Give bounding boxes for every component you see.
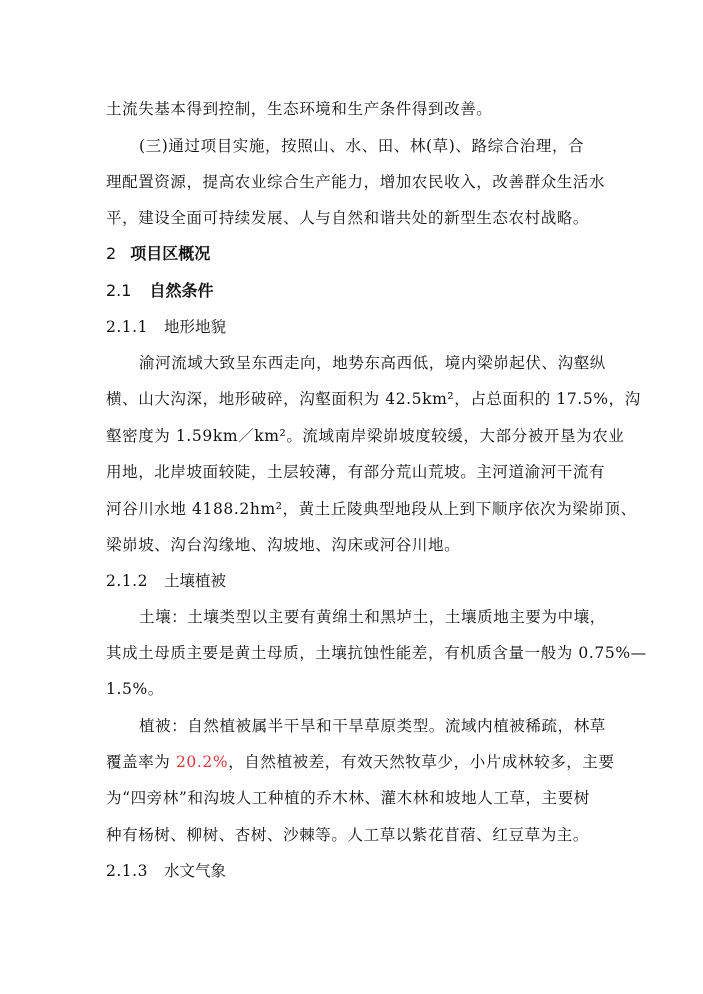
paragraph-line: 植被：自然植被属半干旱和干旱草原类型。流域内植被稀疏，林草 <box>139 717 606 735</box>
paragraph-line: 1.5%。 <box>106 680 164 698</box>
section-number: 2.1.1 <box>106 318 148 336</box>
section-heading-2-1-3 <box>106 861 226 881</box>
paragraph-line: (三)通过项目实施，按照山、水、田、林(草)、路综合治理，合 <box>139 137 585 155</box>
paragraph-line: 土壤：土壤类型以主要有黄绵土和黑垆土，土壤质地主要为中壤， <box>139 608 606 626</box>
section-number: 2.1 <box>106 281 132 300</box>
section-heading-2-1 <box>106 281 213 301</box>
section-title: 自然条件 <box>149 281 214 300</box>
section-heading-2 <box>106 244 210 264</box>
paragraph-line: 理配置资源，提高农业综合生产能力，增加农民收入，改善群众生活水 <box>106 173 606 191</box>
paragraph-line: 土流失基本得到控制，生态环境和生产条件得到改善。 <box>106 100 493 118</box>
paragraph-line <box>106 752 626 772</box>
section-heading-2-1-2 <box>106 571 226 591</box>
section-title: 项目区概况 <box>130 244 211 263</box>
section-title: 地形地貌 <box>163 318 226 336</box>
paragraph-line: 用地，北岸坡面较陡，土层较薄，有部分荒山荒坡。主河道渝河干流有 <box>106 463 606 481</box>
paragraph-line: 平，建设全面可持续发展、人与自然和谐共处的新型生态农村战略。 <box>106 209 590 227</box>
highlighted-value: 20.2% <box>175 753 229 771</box>
section-number: 2.1.3 <box>106 862 148 880</box>
paragraph-line: 梁峁坡、沟台沟缘地、沟坡地、沟床或河谷川地。 <box>106 536 461 554</box>
section-title: 水文气象 <box>163 862 226 880</box>
text-segment: 覆盖率为 <box>106 753 176 771</box>
paragraph-line: 横、山大沟深，地形破碎，沟壑面积为 42.5km²，占总面积的 17.5%，沟 <box>106 390 641 408</box>
paragraph-line: 种有杨树、柳树、杏树、沙棘等。人工草以紫花苜蓿、红豆草为主。 <box>106 826 590 844</box>
paragraph-line: 壑密度为 1.59km／km²。流域南岸梁峁坡度较缓，大部分被开垦为农业 <box>106 427 625 445</box>
paragraph-line: 为“四旁林”和沟坡人工种植的乔木林、灌木林和坡地人工草，主要树 <box>106 789 590 807</box>
section-heading-2-1-1 <box>106 317 226 337</box>
paragraph-line: 河谷川水地 4188.2hm²，黄土丘陵典型地段从上到下顺序依次为梁峁顶、 <box>106 500 637 518</box>
section-title: 土壤植被 <box>163 572 226 590</box>
paragraph-line: 渝河流域大致呈东西走向，地势东高西低，境内梁峁起伏、沟壑纵 <box>139 354 606 372</box>
section-number: 2.1.2 <box>106 572 148 590</box>
section-number: 2 <box>106 244 117 263</box>
paragraph-line: 其成土母质主要是黄土母质，土壤抗蚀性能差，有机质含量一般为 0.75%— <box>106 644 647 662</box>
text-segment: ，自然植被差，有效天然牧草少，小片成林较多，主要 <box>228 753 615 771</box>
